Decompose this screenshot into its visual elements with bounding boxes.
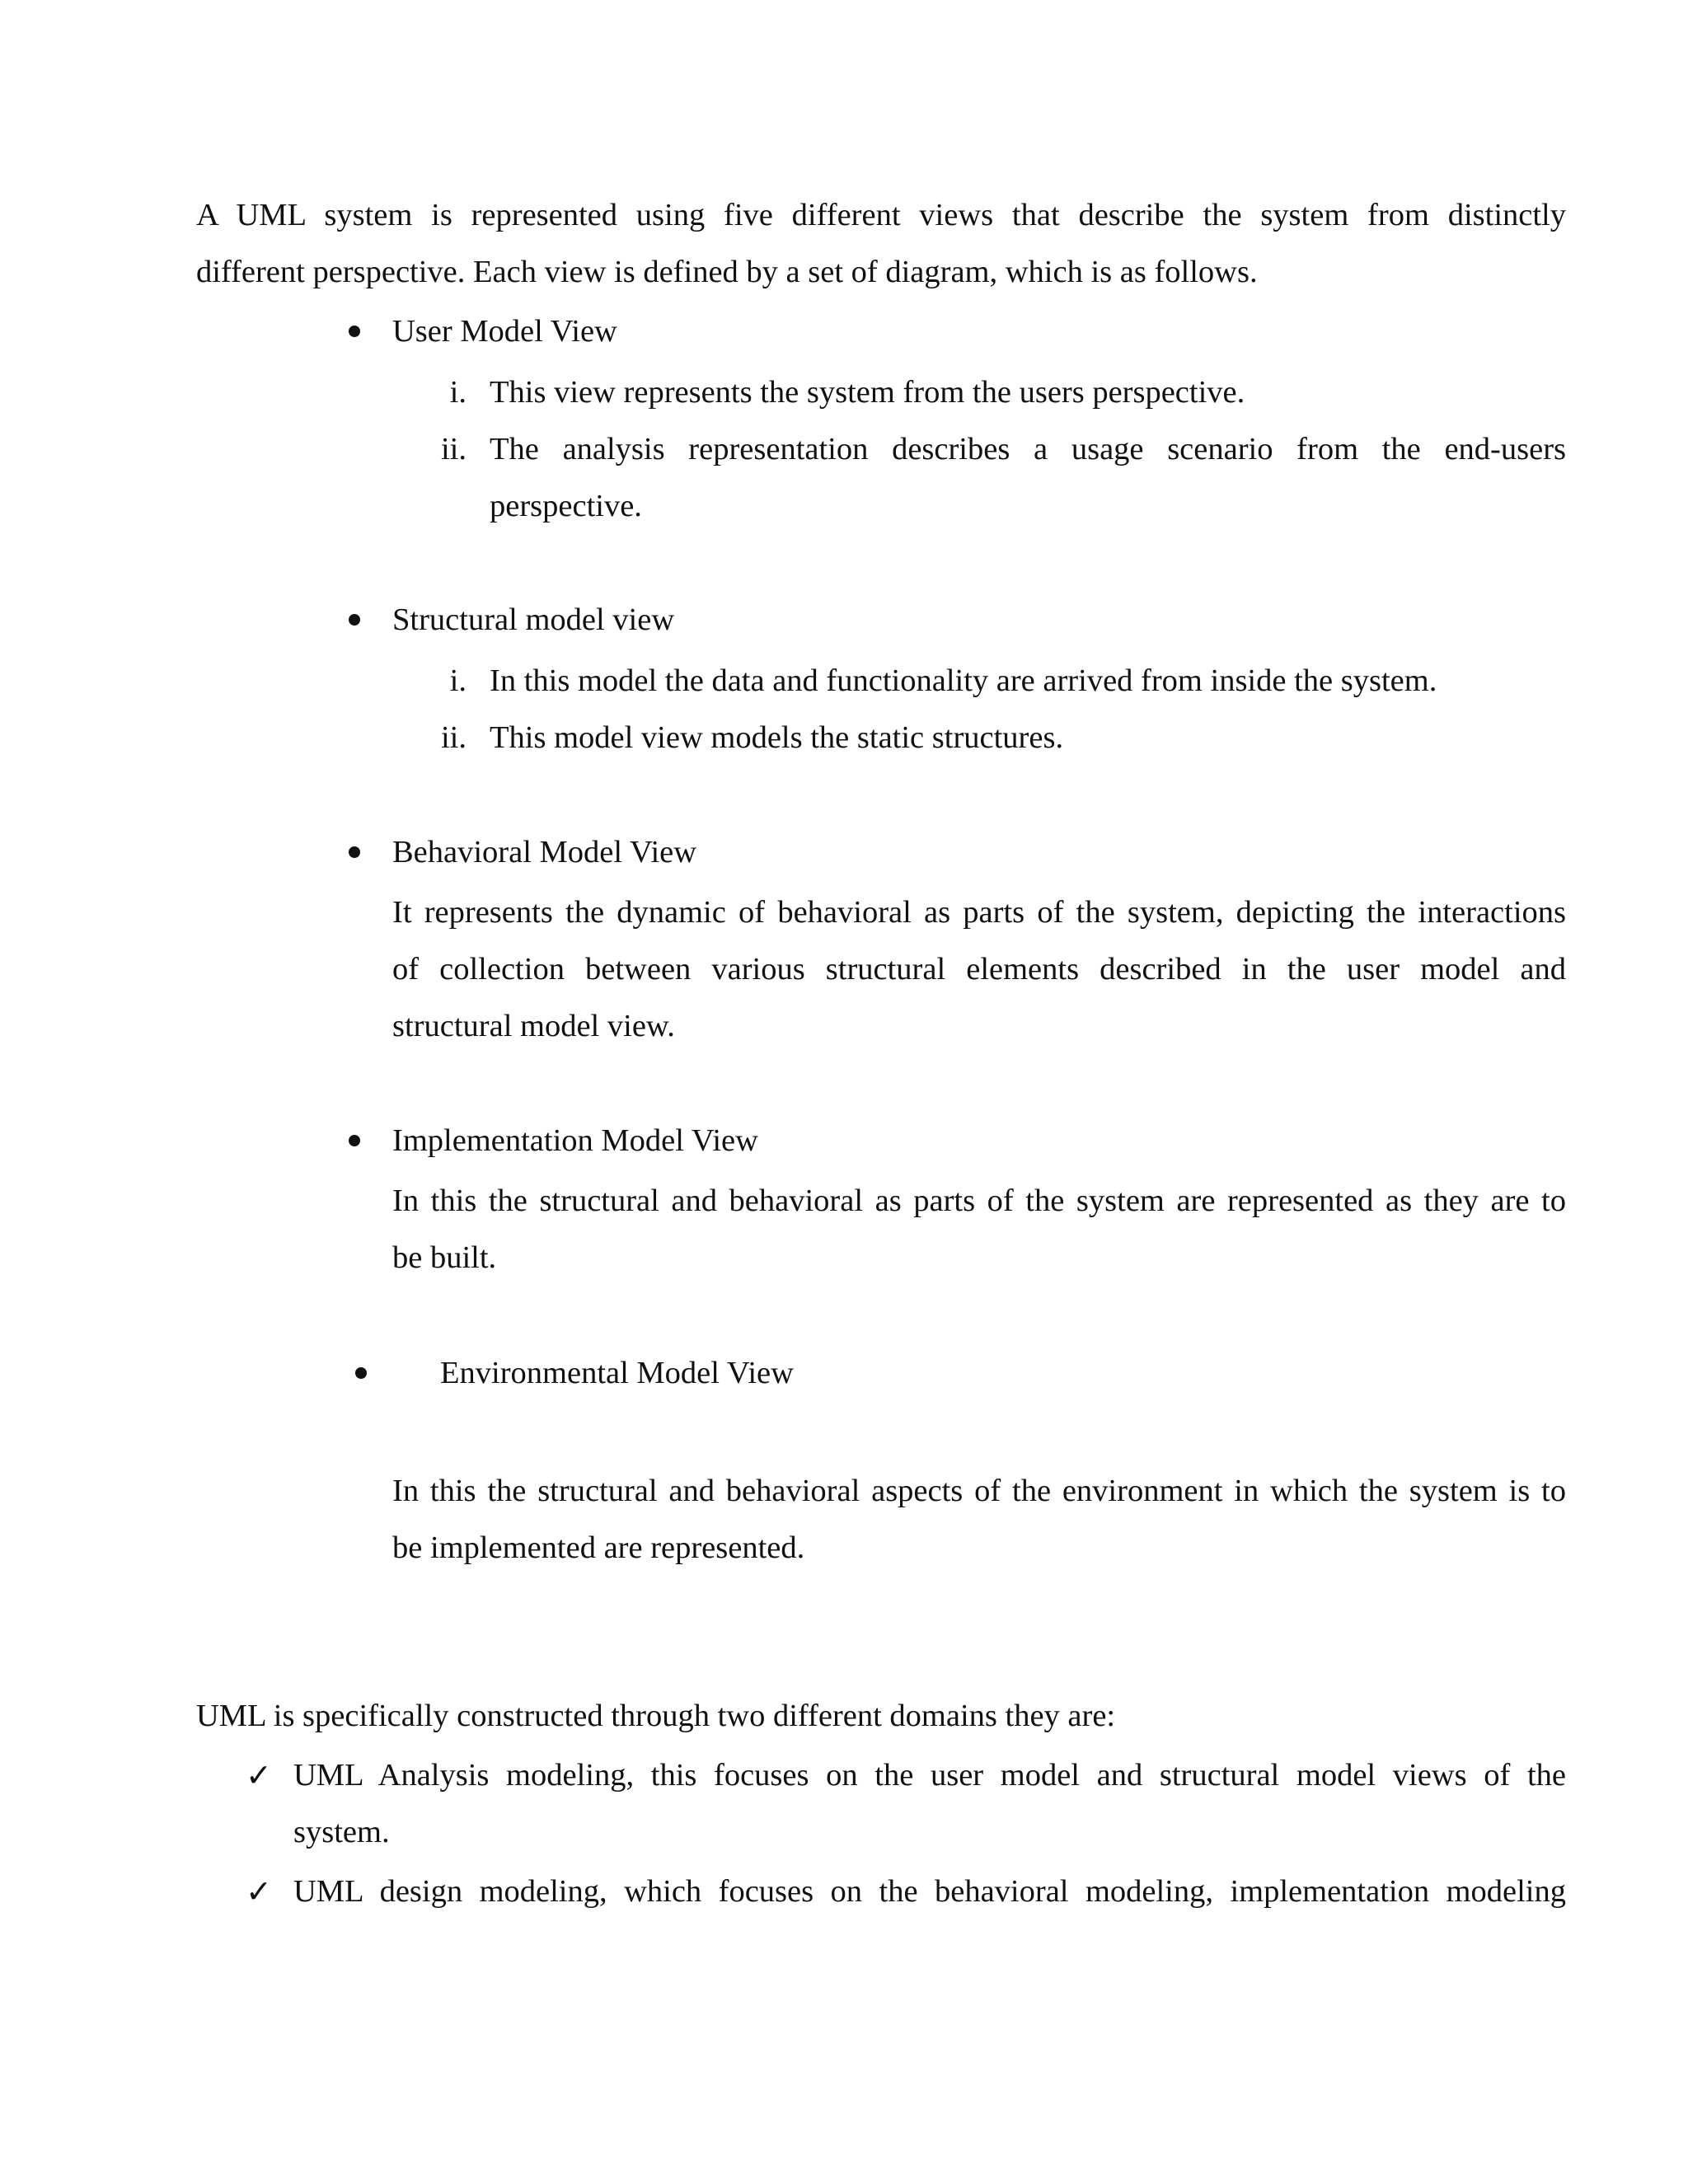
- view-body-line: of collection between various structural elements described in the user model and: [392, 952, 1566, 987]
- view-body-line: It represents the dynamic of behavioral as parts of the system, depicting the interactions: [392, 895, 1566, 930]
- view-title-structural-model: Structural model view: [392, 602, 675, 637]
- domain-item-text-cont: system.: [293, 1815, 390, 1849]
- view-body-line: be implemented are represented.: [392, 1530, 805, 1565]
- view-body-line: structural model view.: [392, 1009, 675, 1043]
- domains-intro: UML is specifically constructed through two different domains they are:: [196, 1699, 1116, 1733]
- view-body-line: be built.: [392, 1240, 497, 1275]
- list-number: ii.: [440, 720, 467, 755]
- view-title-behavioral-model: Behavioral Model View: [392, 835, 697, 869]
- domain-item-text: UML Analysis modeling, this focuses on the user model and structural model views of the: [293, 1758, 1566, 1793]
- list-item-text: This view represents the system from the users perspective.: [490, 375, 1245, 410]
- list-item-text: In this model the data and functionality are arrived from inside the system.: [490, 663, 1437, 698]
- view-title-user-model: User Model View: [392, 314, 617, 349]
- view-body-line: In this the structural and behavioral as parts of the system are represented as they are to: [392, 1183, 1566, 1218]
- checkmark-icon: ✓: [246, 1873, 272, 1910]
- view-title-implementation-model: Implementation Model View: [392, 1123, 758, 1158]
- list-item-text: This model view models the static structures.: [490, 720, 1064, 755]
- checkmark-icon: ✓: [246, 1757, 272, 1793]
- list-item-text-cont: perspective.: [490, 489, 642, 523]
- intro-line-1: A UML system is represented using five different views that describe the system from distinctly: [196, 198, 1566, 232]
- list-number: i.: [449, 663, 467, 698]
- view-title-environmental-model: Environmental Model View: [440, 1356, 794, 1390]
- domain-item-text: UML design modeling, which focuses on the behavioral modeling, implementation modeling: [293, 1874, 1566, 1909]
- list-number: ii.: [440, 432, 467, 466]
- list-number: i.: [449, 375, 467, 410]
- intro-line-2: different perspective. Each view is defined by a set of diagram, which is as follows.: [196, 255, 1258, 289]
- view-body-line: In this the structural and behavioral aspects of the environment in which the system is to: [392, 1474, 1566, 1508]
- list-item-text: The analysis representation describes a usage scenario from the end-users: [490, 432, 1566, 466]
